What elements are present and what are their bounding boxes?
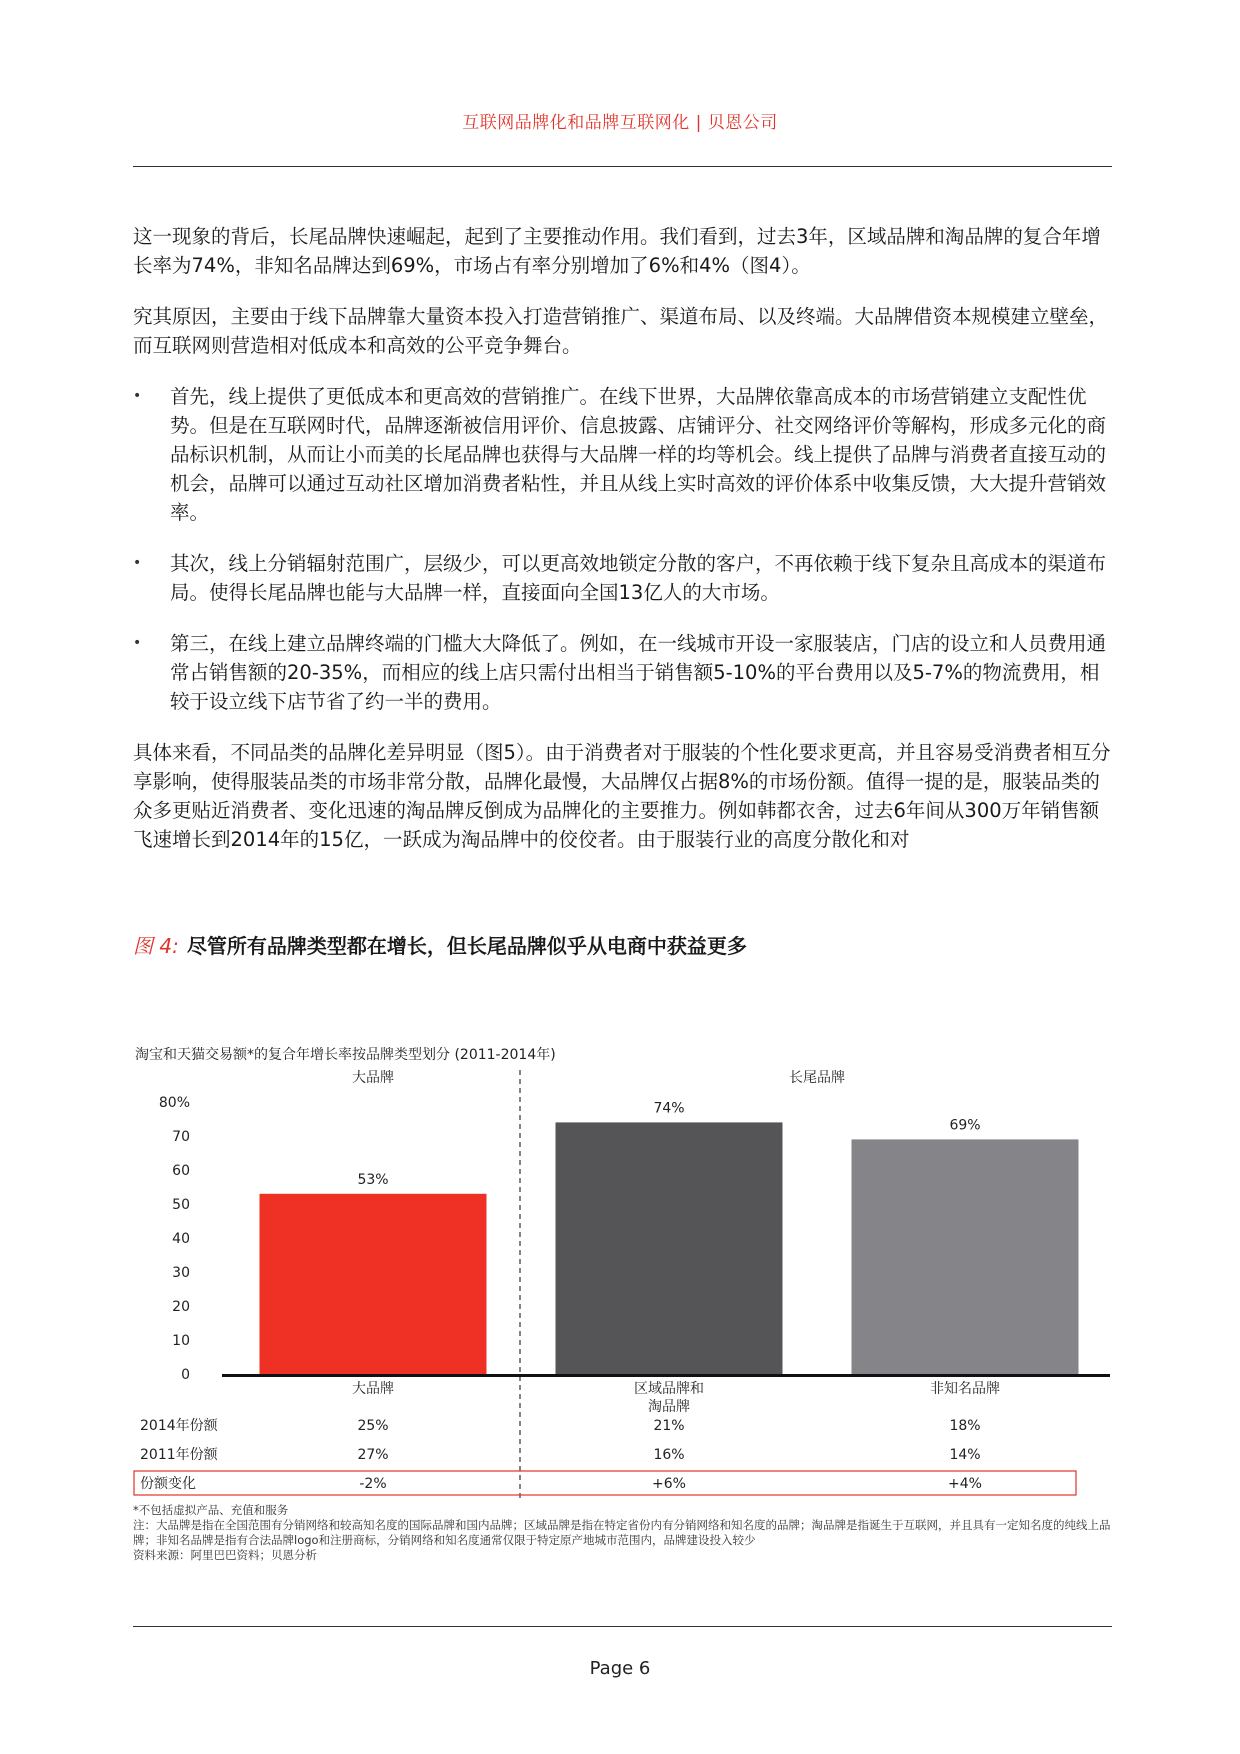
figure-label: 图 4: <box>133 934 179 958</box>
table-cell: 18% <box>949 1418 981 1434</box>
table-cell: 21% <box>653 1418 685 1434</box>
paragraph-2: 究其原因，主要由于线下品牌靠大量资本投入打造营销推广、渠道布局、以及终端。大品牌借资本规模建立壁垒，而互联网则营造相对低成本和高效的公平竞争舞台。 <box>133 305 1109 357</box>
table-cell: -2% <box>359 1476 387 1492</box>
group-label-long-tail: 长尾品牌 <box>789 1070 845 1086</box>
x-category-label-line: 区域品牌和 <box>634 1381 704 1397</box>
bullet-item: • 其次，线上分销辐射范围广，层级少，可以更高效地锁定分散的客户，不再依赖于线下复杂且高成本的渠道布局。使得长尾品牌也能与大品牌一样，直接面向全国13亿人的大市场。 <box>133 549 1113 607</box>
page-number: Page 6 <box>589 1658 651 1679</box>
x-category-label-line: 淘品牌 <box>648 1399 690 1415</box>
y-tick-label: 30 <box>172 1265 190 1281</box>
bar-1 <box>260 1194 487 1374</box>
bar-value-label: 69% <box>949 1117 981 1134</box>
table-row-label: 2011年份额 <box>140 1447 218 1463</box>
x-category-label-line: 大品牌 <box>352 1381 394 1397</box>
table-cell: +4% <box>948 1476 982 1492</box>
bar-3 <box>852 1139 1079 1374</box>
y-tick-label: 60 <box>172 1163 190 1179</box>
y-tick-label: 80% <box>158 1095 190 1111</box>
x-category-label <box>634 1380 704 1415</box>
note-source: 资料来源：阿里巴巴资料；贝恩分析 <box>133 1548 317 1562</box>
y-tick-label: 40 <box>172 1231 190 1247</box>
x-category-label <box>352 1380 394 1397</box>
table-row-label: 份额变化 <box>140 1476 196 1492</box>
y-tick-label: 10 <box>172 1333 190 1349</box>
x-category-label-line: 非知名品牌 <box>930 1381 1000 1397</box>
note-definitions: 注：大品牌是指在全国范围有分销网络和较高知名度的国际品牌和国内品牌；区域品牌是指在特定省份内有分销网络和知名度的品牌；淘品牌是指诞生于互联网，并且具有一定知名度的纯线上品牌；非知名品牌是指有合法品牌logo和注册商标，分销网络和知名度通常仅限于特定原产地城市范围内，品牌建设投入较少 <box>133 1518 1111 1547</box>
x-category-label <box>930 1380 1000 1397</box>
group-label-big-brands: 大品牌 <box>352 1070 394 1086</box>
figure-notes <box>133 1503 1123 1563</box>
bar-value-label: 74% <box>653 1100 685 1117</box>
chart-title: 淘宝和天猫交易额*的复合年增长率按品牌类型划分 (2011-2014年) <box>135 1047 556 1063</box>
table-cell: 16% <box>653 1447 685 1463</box>
y-tick-label: 50 <box>172 1197 190 1213</box>
footer-rule <box>133 1626 1112 1627</box>
paragraph-1: 这一现象的背后，长尾品牌快速崛起，起到了主要推动作用。我们看到，过去3年，区域品牌和淘品牌的复合年增长率为74%，非知名品牌达到69%，市场占有率分别增加了6%和4%（图4）。 <box>133 225 1101 277</box>
table-row-label: 2014年份额 <box>140 1418 218 1434</box>
table-cell: +6% <box>652 1476 686 1492</box>
note-exclusion: *不包括虚拟产品、充值和服务 <box>133 1503 289 1517</box>
table-cell: 27% <box>357 1447 389 1463</box>
y-tick-label: 20 <box>172 1299 190 1315</box>
table-cell: 14% <box>949 1447 981 1463</box>
bar-2 <box>556 1122 783 1374</box>
bar-value-label: 53% <box>357 1171 389 1188</box>
bullet-item: • 第三，在线上建立品牌终端的门槛大大降低了。例如，在一线城市开设一家服装店，门店的设立和人员费用通常占销售额的20-35%，而相应的线上店只需付出相当于销售额5-10%的平台费用以及5-7%的物流费用，相较于设立线下店节省了约一半的费用。 <box>133 629 1113 716</box>
table-cell: 25% <box>357 1418 389 1434</box>
share-change-highlight <box>134 1471 1076 1495</box>
figure-caption: 尽管所有品牌类型都在增长，但长尾品牌似乎从电商中获益更多 <box>186 934 747 958</box>
paragraph-3: 具体来看，不同品类的品牌化差异明显（图5）。由于消费者对于服装的个性化要求更高，并且容易受消费者相互分享影响，使得服装品类的市场非常分散，品牌化最慢，大品牌仅占据8%的市场份额。值得一提的是，服装品类的众多更贴近消费者、变化迅速的淘品牌反倒成为品牌化的主要推力。例如韩都衣舍，过去6年间从300万年销售额飞速增长到2014年的15亿，一跃成为淘品牌中的佼佼者。由于服装行业的高度分散化和对 <box>133 741 1111 851</box>
bullet-item: • 首先，线上提供了更低成本和更高效的营销推广。在线下世界，大品牌依靠高成本的市场营销建立支配性优势。但是在互联网时代，品牌逐渐被信用评价、信息披露、店铺评分、社交网络评价等解构，形成多元化的商品标识机制，从而让小而美的长尾品牌也获得与大品牌一样的均等机会。线上提供了品牌与消费者直接互动的机会，品牌可以通过互动社区增加消费者粘性，并且从线上实时高效的评价体系中收集反馈，大大提升营销效率。 <box>133 382 1113 527</box>
running-header: 互联网品牌化和品牌互联网化 | 贝恩公司 <box>462 113 778 133</box>
y-tick-label: 0 <box>181 1367 190 1383</box>
y-tick-label: 70 <box>172 1129 190 1145</box>
